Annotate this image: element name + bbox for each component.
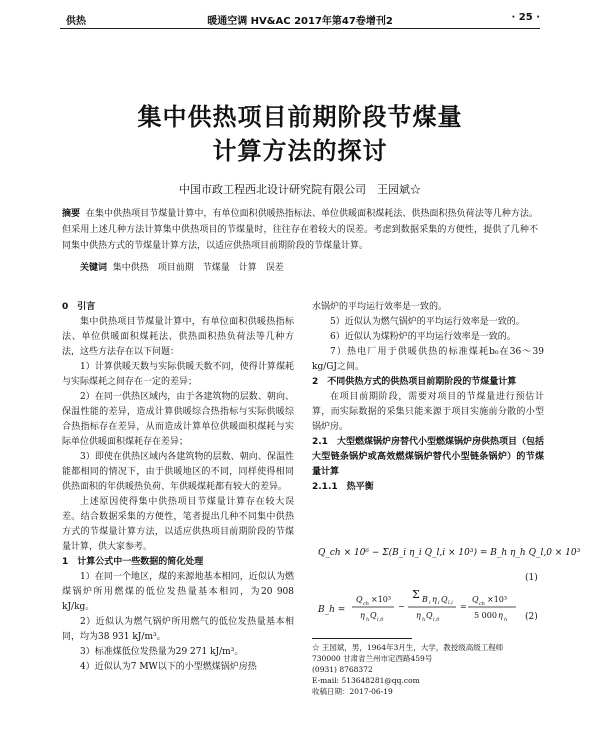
section-heading-0: 0 引言 bbox=[62, 302, 96, 312]
title-line-2: 计算方法的探讨 bbox=[212, 137, 388, 165]
equation-2-fraction bbox=[350, 588, 520, 636]
running-header bbox=[18, 8, 582, 26]
svg-text:Q: Q bbox=[441, 595, 448, 604]
footnote-rule bbox=[312, 638, 412, 639]
footnote-line: 730000 甘肃省兰州市定西路459号 bbox=[312, 654, 433, 663]
svg-text:l,0: l,0 bbox=[377, 617, 384, 623]
svg-text:h: h bbox=[422, 617, 426, 623]
svg-text:×10³: ×10³ bbox=[371, 595, 392, 604]
abstract-label: 摘要 bbox=[62, 209, 81, 219]
left-column bbox=[62, 300, 294, 675]
paragraph: 集中供热项目节煤量计算中，有单位面积供暖热指标法、单位供暖面积煤耗法、供热面积热负荷法等几种方法，这些方法存在以下问题： bbox=[62, 317, 294, 357]
paragraph: 3）标准煤低位发热量为29 271 kJ/m³。 bbox=[80, 647, 244, 657]
svg-text:ch: ch bbox=[479, 601, 486, 607]
keywords-label: 关键词 bbox=[80, 263, 108, 273]
header-rule bbox=[60, 28, 540, 29]
abstract-text: 在集中供热项目节煤量计算中，有单位面积供暖热指标法、单位供暖面积煤耗法、供热面积热负荷法等几种方法。但采用上述几种方法计算集中供热项目的节煤量时，往往存在着较大的误差。考虑到数据采集的方便性，提供了几种不同集中供热方式的节煤量计算方法，以适应供热项目前期阶段的节煤量计算。 bbox=[62, 209, 538, 251]
paragraph: 4）近似认为7 MW以下的小型燃煤锅炉房热 bbox=[80, 662, 257, 672]
paragraph: 1）计算供暖天数与实际供暖天数不同，使得计算煤耗与实际煤耗之间存在一定的差异； bbox=[62, 362, 294, 387]
paragraph: 5）近似认为燃气锅炉的平均运行效率是一致的。 bbox=[330, 317, 525, 327]
section-heading-2-1-1: 2.1.1 热平衡 bbox=[312, 482, 374, 492]
svg-text:×10³: ×10³ bbox=[487, 595, 508, 604]
svg-text:=: = bbox=[460, 602, 467, 611]
svg-text:Q: Q bbox=[426, 611, 433, 620]
paragraph: 1）在同一个地区，煤的来源地基本相同，近似认为燃煤锅炉所用燃煤的低位发热量基本相同，为20 908 kJ/kg。 bbox=[62, 572, 294, 612]
svg-text:Σ: Σ bbox=[412, 588, 420, 601]
footnote bbox=[312, 642, 544, 697]
footnote-line: E-mail: 513648281@qq.com bbox=[312, 676, 420, 685]
footnote-line: 收稿日期：2017-06-19 bbox=[312, 687, 393, 696]
author-line: 中国市政工程西北设计研究院有限公司 王园斌☆ bbox=[179, 183, 421, 196]
svg-text:η: η bbox=[360, 611, 365, 620]
svg-text:η: η bbox=[498, 611, 503, 620]
svg-text:Q: Q bbox=[370, 611, 377, 620]
equation-1: Q_ch × 10⁶ − Σ(B_i η_i Q_l,i × 10³) = B_h η_h Q_l,0 × 10³ bbox=[318, 548, 581, 558]
svg-text:η: η bbox=[432, 595, 437, 604]
title-line-1: 集中供热项目前期阶段节煤量 bbox=[137, 103, 463, 131]
paper-title bbox=[0, 100, 600, 168]
equation-1-number: (1) bbox=[525, 573, 538, 583]
svg-text:B: B bbox=[422, 595, 428, 604]
svg-text:ch: ch bbox=[363, 601, 370, 607]
section-heading-2-1: 2.1 大型燃煤锅炉房替代小型燃煤锅炉房供热项目（包括大型链条锅炉或高效燃煤锅炉替代小型链条锅炉）的节煤量计算 bbox=[312, 437, 544, 477]
equation-2-lhs: B_h = bbox=[318, 605, 346, 615]
section-heading-1: 1 计算公式中一些数据的简化处理 bbox=[62, 557, 204, 567]
svg-text:Q: Q bbox=[472, 595, 479, 604]
svg-text:l,0: l,0 bbox=[433, 617, 440, 623]
paragraph: 上述原因使得集中供热项目节煤量计算存在较大误差。结合数据采集的方便性，笔者提出几种不同集中供热方式的节煤量计算方法，以适应供热项目前期阶段的节煤量计算，供大家参考。 bbox=[62, 497, 294, 552]
header-journal: 暖通空调 HV&AC 2017年第47卷增刊2 bbox=[207, 16, 393, 27]
svg-text:i: i bbox=[429, 600, 431, 606]
svg-text:η: η bbox=[416, 611, 421, 620]
svg-text:h: h bbox=[504, 617, 508, 623]
svg-text:5 000: 5 000 bbox=[474, 611, 497, 620]
header-section: 供热 bbox=[66, 16, 86, 27]
paragraph: 2）近似认为燃气锅炉所用燃气的低位发热量基本相同，均为38 931 kJ/m³。 bbox=[62, 617, 294, 642]
header-page-number: · 25 · bbox=[511, 12, 540, 23]
svg-text:−: − bbox=[398, 602, 405, 611]
equation-2-number: (2) bbox=[525, 612, 538, 622]
svg-text:i: i bbox=[438, 600, 440, 606]
abstract bbox=[62, 206, 538, 254]
paragraph: 7）热电厂用于供暖供热的标准煤耗b₀在36～39 kg/GJ之间。 bbox=[312, 347, 544, 372]
paragraph: 3）即使在供热区域内各建筑物的层数、朝向、保温性能都相同的情况下，由于供暖地区的不同，同样使得相同供热面积的年供暖热负荷、年供暖煤耗都有较大的差异。 bbox=[62, 452, 294, 492]
keywords-text: 集中供热 项目前期 节煤量 计算 误差 bbox=[112, 263, 284, 273]
paragraph: 水锅炉的平均运行效率是一致的。 bbox=[312, 302, 448, 312]
right-column bbox=[312, 300, 544, 495]
keywords bbox=[80, 260, 538, 273]
paragraph: 6）近似认为煤粉炉的平均运行效率是一致的。 bbox=[330, 332, 516, 342]
section-heading-2: 2 不同供热方式的供热项目前期阶段的节煤量计算 bbox=[312, 377, 517, 387]
paragraph: 在项目前期阶段，需要对项目的节煤量进行预估计算，而实际数据的采集只能来源于项目实施前分散的小型锅炉房。 bbox=[312, 392, 544, 432]
footnote-line: ☆ 王园斌，男，1964年3月生，大学，教授级高级工程师 bbox=[312, 643, 504, 652]
paragraph: 2）在同一供热区域内，由于各建筑物的层数、朝向、保温性能的差异，造成计算供暖综合热指标与实际供暖综合热指标存在差异，从而造成计算单位供暖面积煤耗与实际单位供暖面积煤耗存在差异； bbox=[62, 392, 294, 447]
svg-text:h: h bbox=[366, 617, 370, 623]
footnote-line: (0931) 8768372 bbox=[312, 665, 373, 674]
svg-text:Q: Q bbox=[356, 595, 363, 604]
svg-text:l,i: l,i bbox=[448, 600, 453, 606]
